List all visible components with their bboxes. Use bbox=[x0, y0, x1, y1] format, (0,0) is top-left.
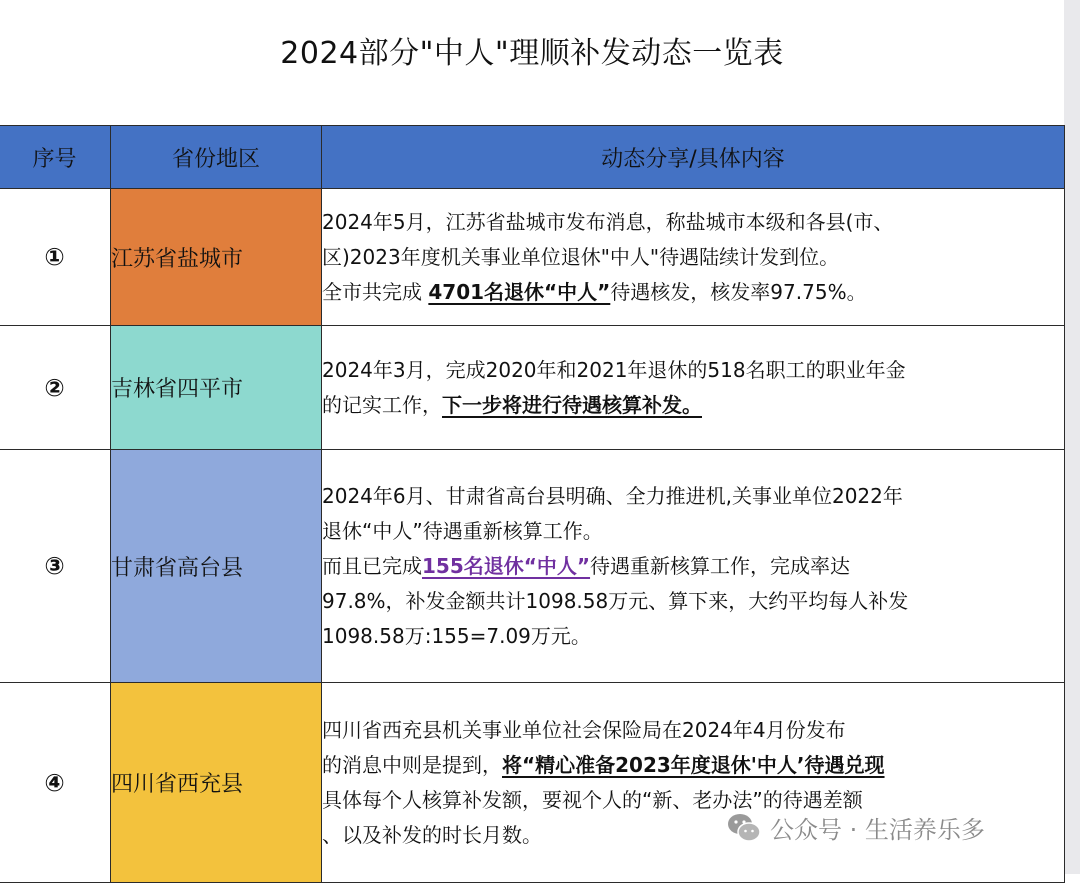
content-text: 、以及补发的时长月数。 bbox=[322, 822, 542, 847]
table-row bbox=[0, 326, 1065, 450]
table-header-row bbox=[0, 126, 1065, 189]
content-text: 的消息中则是提到， bbox=[322, 752, 502, 777]
content-text: 具体每个人核算补发额，要视个人的“新、老办法”的待遇差额 bbox=[322, 787, 863, 812]
content-text: 待遇核发，核发率97.75%。 bbox=[610, 279, 867, 304]
content-text: 退休“中人”待遇重新核算工作。 bbox=[322, 518, 603, 543]
table-row bbox=[0, 683, 1065, 883]
row-number: ② bbox=[0, 326, 111, 450]
highlight-text: 下一步将进行待遇核算补发。 bbox=[442, 392, 702, 417]
watermark bbox=[726, 810, 985, 845]
content-line bbox=[322, 748, 1064, 783]
page-title: 2024部分"中人"理顺补发动态一览表 bbox=[280, 36, 784, 71]
row-content bbox=[322, 683, 1065, 883]
content-line bbox=[322, 514, 1064, 549]
header-content: 动态分享/具体内容 bbox=[322, 126, 1065, 189]
content-text: 2024年6月、甘肃省高台县明确、全力推进机,关事业单位2022年 bbox=[322, 483, 903, 508]
row-number: ③ bbox=[0, 450, 111, 683]
row-region: 四川省西充县 bbox=[111, 683, 322, 883]
highlight-text: 155名退休“中人” bbox=[422, 553, 591, 578]
content-text: 而且已完成 bbox=[322, 553, 422, 578]
content-line bbox=[322, 549, 1064, 584]
content-line bbox=[322, 584, 1064, 619]
row-content bbox=[322, 450, 1065, 683]
table-row bbox=[0, 450, 1065, 683]
header-number: 序号 bbox=[0, 126, 111, 189]
dynamics-table bbox=[0, 125, 1065, 883]
content-text: 97.8%，补发金额共计1098.58万元、算下来，大约平均每人补发 bbox=[322, 588, 909, 613]
content-line bbox=[322, 353, 1064, 388]
page-right-edge bbox=[1064, 0, 1080, 874]
table-row bbox=[0, 189, 1065, 326]
wechat-icon bbox=[726, 811, 762, 845]
content-text: 2024年3月，完成2020年和2021年退休的518名职工的职业年金 bbox=[322, 357, 906, 382]
highlight-text: 将“精心准备2023年度退休'中人’待遇兑现 bbox=[502, 752, 885, 777]
content-line bbox=[322, 275, 1064, 310]
row-content bbox=[322, 189, 1065, 326]
content-text: 2024年5月，江苏省盐城市发布消息，称盐城市本级和各县(市、 bbox=[322, 209, 894, 234]
content-text: 的记实工作， bbox=[322, 392, 442, 417]
content-line bbox=[322, 388, 1064, 423]
content-text: 1098.58万:155=7.09万元。 bbox=[322, 623, 591, 648]
content-text: 四川省西充县机关事业单位社会保险局在2024年4月份发布 bbox=[322, 717, 846, 742]
row-content bbox=[322, 326, 1065, 450]
content-line bbox=[322, 479, 1064, 514]
content-line bbox=[322, 240, 1064, 275]
row-region: 吉林省四平市 bbox=[111, 326, 322, 450]
highlight-text: 4701名退休“中人” bbox=[428, 279, 611, 304]
watermark-text: 公众号 · 生活养乐多 bbox=[770, 816, 985, 844]
row-region: 甘肃省高台县 bbox=[111, 450, 322, 683]
row-number: ① bbox=[0, 189, 111, 326]
content-text: 待遇重新核算工作，完成率达 bbox=[590, 553, 851, 578]
content-line bbox=[322, 713, 1064, 748]
row-region: 江苏省盐城市 bbox=[111, 189, 322, 326]
content-line bbox=[322, 205, 1064, 240]
row-number: ④ bbox=[0, 683, 111, 883]
content-line bbox=[322, 619, 1064, 654]
header-region: 省份地区 bbox=[111, 126, 322, 189]
content-text: 区)2023年度机关事业单位退休"中人"待遇陆续计发到位。 bbox=[322, 244, 840, 269]
content-text: 全市共完成 bbox=[322, 279, 429, 304]
